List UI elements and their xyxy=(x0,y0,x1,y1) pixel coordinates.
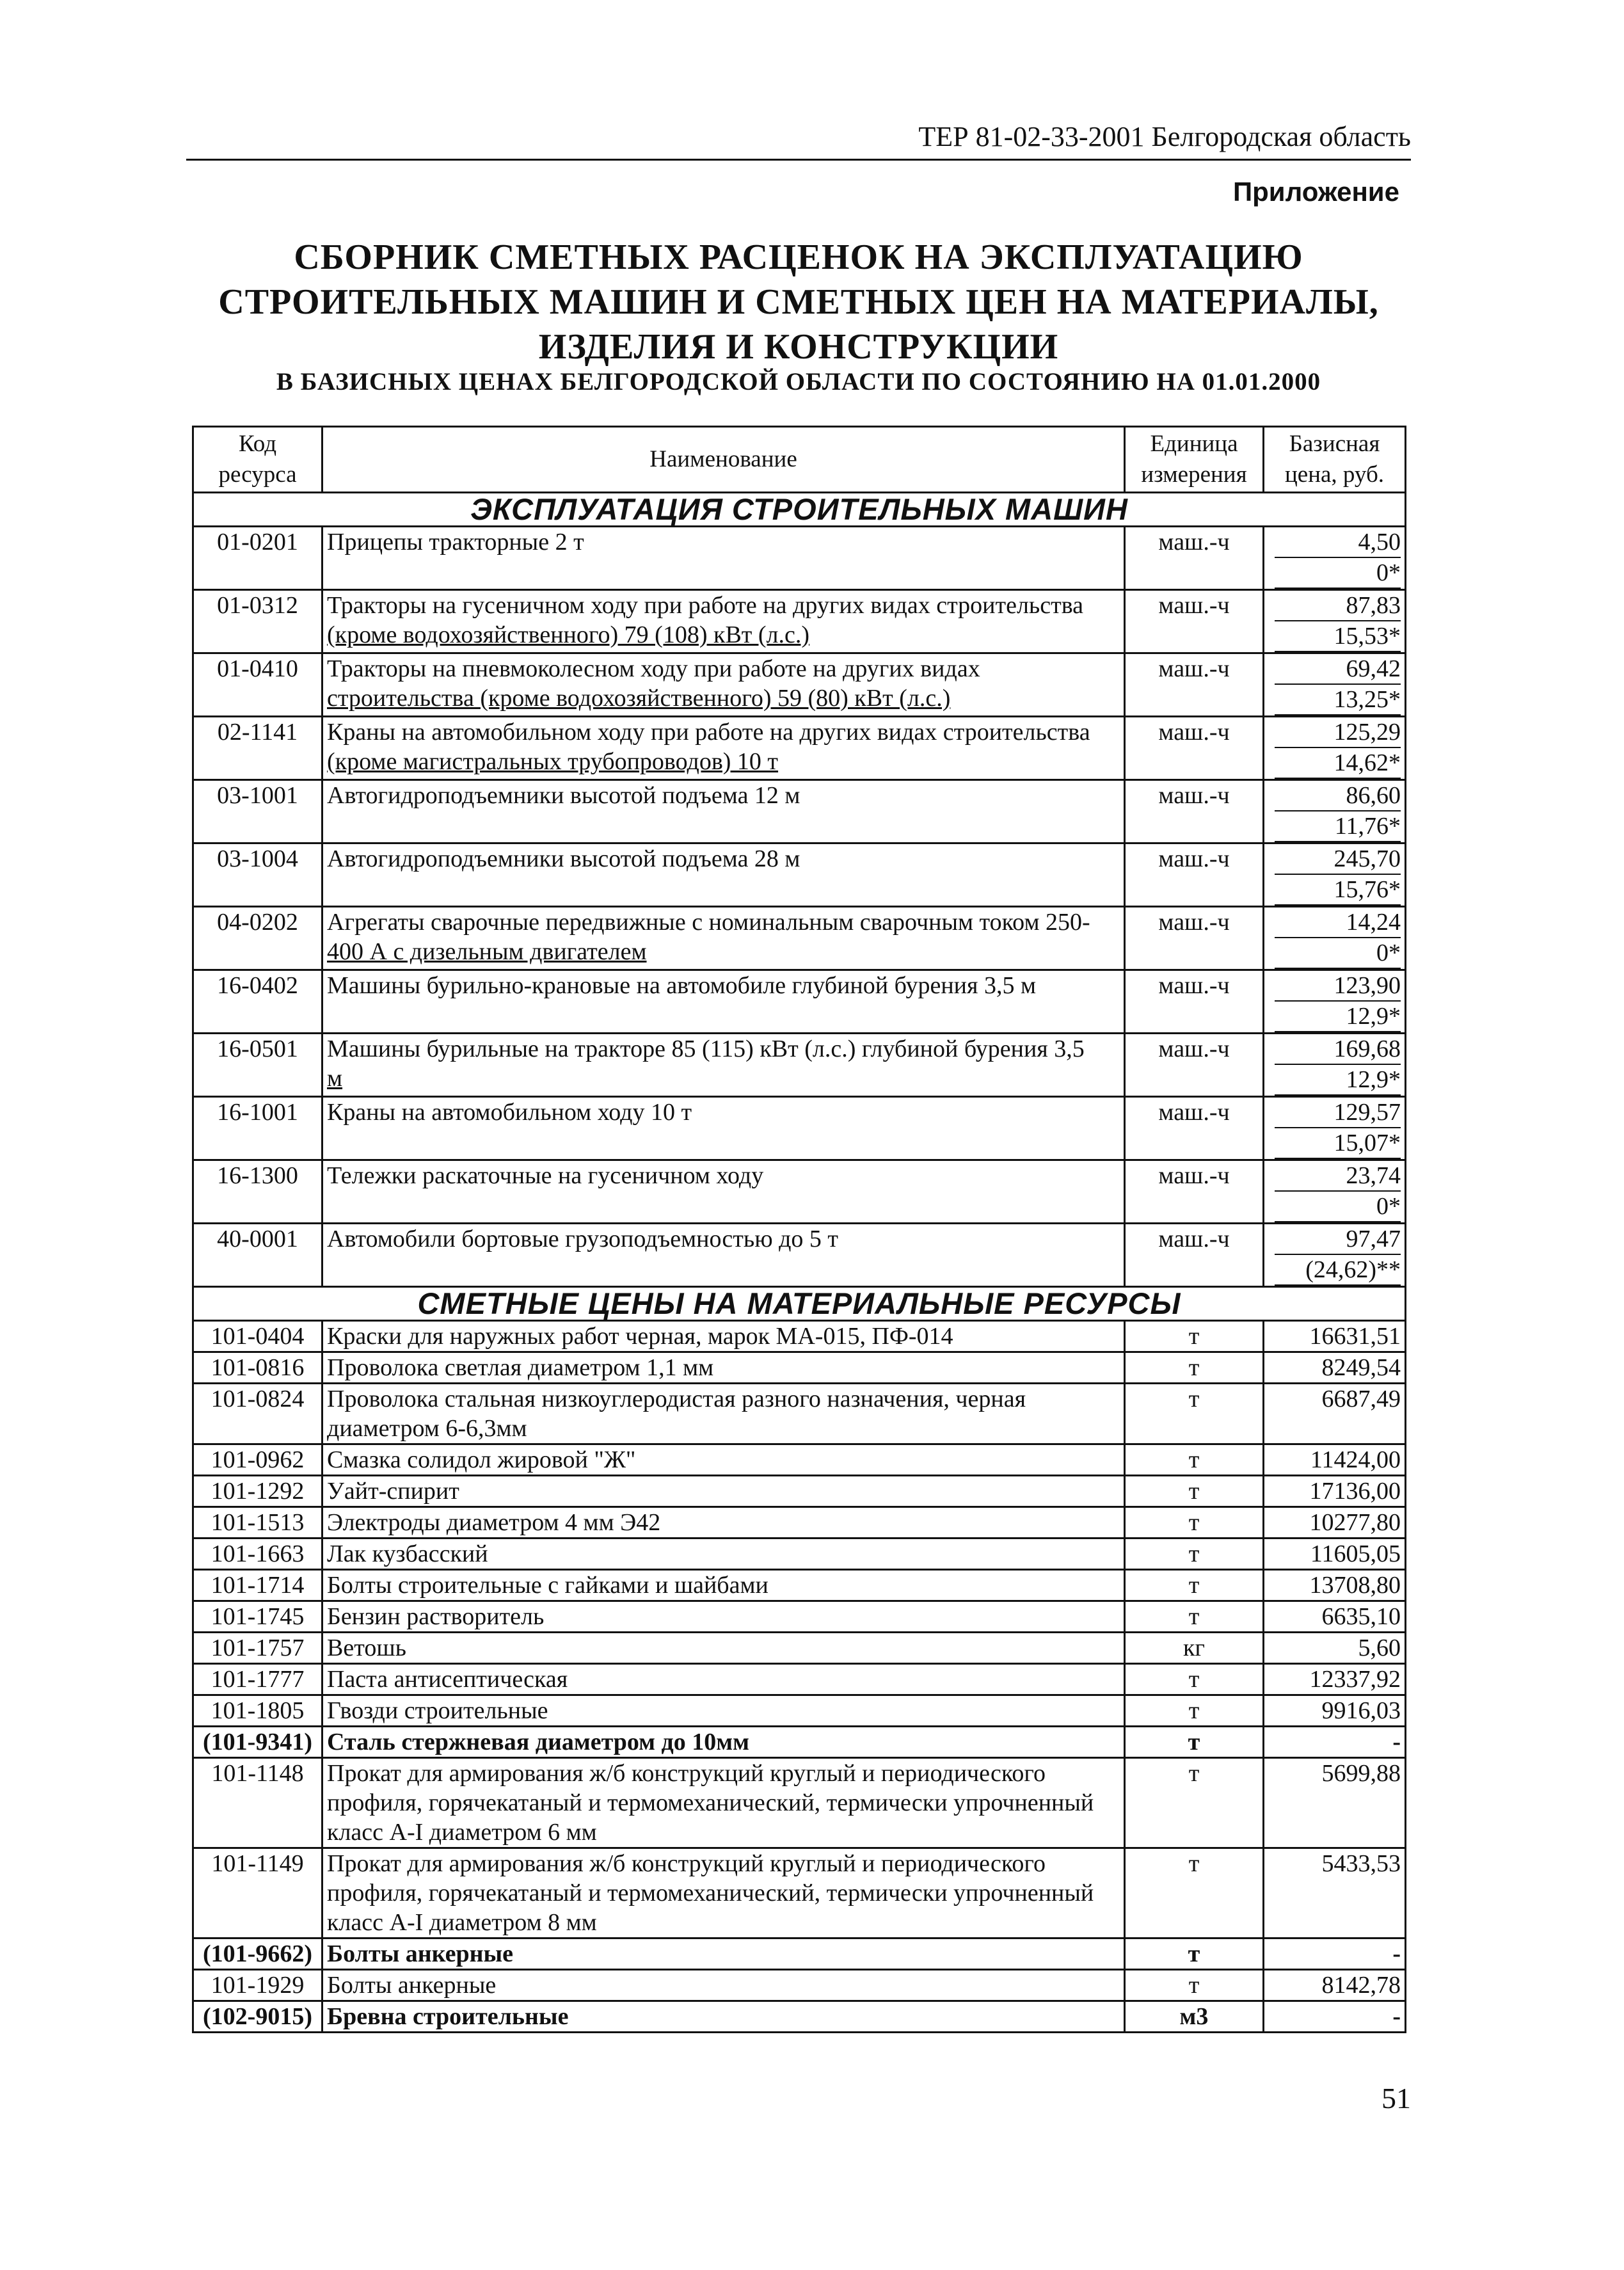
resource-unit: т xyxy=(1125,1570,1264,1601)
machine-price: 169,68 xyxy=(1275,1034,1401,1065)
resource-price: 11605,05 xyxy=(1264,1539,1406,1570)
resource-code: 03-1001 xyxy=(193,780,322,843)
resource-code: 101-1929 xyxy=(193,1970,322,2001)
table-row xyxy=(193,1938,1406,1970)
resource-code: 01-0410 xyxy=(193,653,322,717)
table-body xyxy=(193,493,1406,2033)
resource-name xyxy=(322,717,1125,780)
resource-name-line-1: Тракторы на гусеничном ходу при работе на других видах строительства xyxy=(327,592,1084,619)
resource-name: Проволока светлая диаметром 1,1 мм xyxy=(322,1352,1125,1384)
table-row xyxy=(193,527,1406,590)
resource-price: 12337,92 xyxy=(1264,1664,1406,1695)
table-row xyxy=(193,590,1406,653)
machine-wage: 12,9* xyxy=(1275,1002,1401,1032)
section-materials xyxy=(193,1287,1406,1321)
resource-code: 101-1149 xyxy=(193,1848,322,1938)
resource-name-line-2: (кроме магистральных трубопроводов) 10 т xyxy=(327,748,779,775)
resource-code: 101-1745 xyxy=(193,1601,322,1633)
resource-unit: т xyxy=(1125,1352,1264,1384)
resource-code: 101-1513 xyxy=(193,1507,322,1539)
machine-wage: 12,9* xyxy=(1275,1065,1401,1096)
machine-price: 14,24 xyxy=(1275,907,1401,938)
machine-price: 4,50 xyxy=(1275,527,1401,558)
table-row xyxy=(193,1097,1406,1160)
table-row xyxy=(193,1633,1406,1664)
machine-price: 97,47 xyxy=(1275,1224,1401,1255)
resource-name-line-1: Автомобили бортовые грузоподъемностью до 5 т xyxy=(327,1226,839,1252)
resource-name: Лак кузбасский xyxy=(322,1539,1125,1570)
resource-code: 03-1004 xyxy=(193,843,322,907)
machine-wage: 15,53* xyxy=(1275,621,1401,652)
resource-code: 101-1805 xyxy=(193,1695,322,1727)
resource-unit: т xyxy=(1125,1727,1264,1758)
resource-unit: т xyxy=(1125,1539,1264,1570)
header-rule xyxy=(186,159,1411,161)
table-header-row xyxy=(193,427,1406,493)
table-row xyxy=(193,1507,1406,1539)
resource-name-line-1: Прицепы тракторные 2 т xyxy=(327,529,584,556)
section-machines xyxy=(193,493,1406,527)
resource-name xyxy=(322,780,1125,843)
resource-name-line-2 xyxy=(327,557,1120,586)
machine-wage: (24,62)** xyxy=(1275,1255,1401,1286)
resource-unit: т xyxy=(1125,1938,1264,1970)
resource-price xyxy=(1264,843,1406,907)
resource-name: Прокат для армирования ж/б конструкций круглый и периодического профиля, горячекатаный и термомеханический, термически упрочненный класс А-I диаметром 6 мм xyxy=(322,1758,1125,1848)
resource-price xyxy=(1264,1097,1406,1160)
machine-price: 123,90 xyxy=(1275,971,1401,1002)
resource-name-line-1: Автогидроподъемники высотой подъема 28 м xyxy=(327,845,800,872)
resource-name: Уайт-спирит xyxy=(322,1476,1125,1507)
resource-name-line-2 xyxy=(327,874,1120,903)
resource-unit: маш.-ч xyxy=(1125,1034,1264,1097)
machine-price: 86,60 xyxy=(1275,781,1401,811)
resource-code: 101-1148 xyxy=(193,1758,322,1848)
resource-name xyxy=(322,843,1125,907)
resource-price: 11424,00 xyxy=(1264,1444,1406,1476)
resource-price: - xyxy=(1264,2001,1406,2033)
resource-price: 8249,54 xyxy=(1264,1352,1406,1384)
resource-name-line-1: Тележки раскаточные на гусеничном ходу xyxy=(327,1162,764,1189)
resource-name xyxy=(322,907,1125,970)
resource-code: 16-1300 xyxy=(193,1160,322,1224)
resource-name-line-1: Краны на автомобильном ходу 10 т xyxy=(327,1099,692,1126)
resource-price: 17136,00 xyxy=(1264,1476,1406,1507)
resource-name-line-2: строительства (кроме водохозяйственного) 59 (80) кВт (л.с.) xyxy=(327,685,951,712)
resource-code: 16-0402 xyxy=(193,970,322,1034)
resource-unit: т xyxy=(1125,1384,1264,1444)
resource-price xyxy=(1264,970,1406,1034)
table-row xyxy=(193,1444,1406,1476)
resource-code: 101-0824 xyxy=(193,1384,322,1444)
resource-price xyxy=(1264,590,1406,653)
resource-name: Болты строительные с гайками и шайбами xyxy=(322,1570,1125,1601)
resource-name-line-2 xyxy=(327,1254,1120,1283)
table-row xyxy=(193,1384,1406,1444)
resource-unit: маш.-ч xyxy=(1125,717,1264,780)
machine-wage: 0* xyxy=(1275,938,1401,969)
resource-price: 16631,51 xyxy=(1264,1321,1406,1352)
resource-code: 40-0001 xyxy=(193,1224,322,1287)
machine-price: 23,74 xyxy=(1275,1161,1401,1192)
resource-name-line-1: Агрегаты сварочные передвижные с номинальным сварочным током 250- xyxy=(327,909,1090,936)
header-code: Код ресурса xyxy=(193,427,322,493)
resource-name: Гвозди строительные xyxy=(322,1695,1125,1727)
table-row xyxy=(193,1224,1406,1287)
resource-code: 04-0202 xyxy=(193,907,322,970)
resource-code: 01-0312 xyxy=(193,590,322,653)
resource-unit: т xyxy=(1125,1664,1264,1695)
resource-name xyxy=(322,1034,1125,1097)
resource-code: (102-9015) xyxy=(193,2001,322,2033)
resource-code: 101-1663 xyxy=(193,1539,322,1570)
resource-name-line-2: (кроме водохозяйственного) 79 (108) кВт (л.с.) xyxy=(327,621,810,648)
machine-wage: 0* xyxy=(1275,1192,1401,1222)
resource-code: 16-1001 xyxy=(193,1097,322,1160)
appendix-label: Приложение xyxy=(1232,177,1399,207)
title-line-2: СТРОИТЕЛЬНЫХ МАШИН И СМЕТНЫХ ЦЕН НА МАТЕРИАЛЫ, xyxy=(218,282,1379,322)
resource-unit: маш.-ч xyxy=(1125,907,1264,970)
resource-unit: т xyxy=(1125,1476,1264,1507)
resource-name: Краски для наружных работ черная, марок МА-015, ПФ-014 xyxy=(322,1321,1125,1352)
resource-name-line-2 xyxy=(327,1190,1120,1220)
resource-name: Прокат для армирования ж/б конструкций круглый и периодического профиля, горячекатаный и термомеханический, термически упрочненный класс А-I диаметром 8 мм xyxy=(322,1848,1125,1938)
resource-name xyxy=(322,1224,1125,1287)
page-number: 51 xyxy=(1381,2082,1411,2114)
resource-code: 101-0404 xyxy=(193,1321,322,1352)
subtitle: В БАЗИСНЫХ ЦЕНАХ БЕЛГОРОДСКОЙ ОБЛАСТИ ПО СОСТОЯНИЮ НА 01.01.2000 xyxy=(276,368,1321,396)
resource-price xyxy=(1264,907,1406,970)
resource-name xyxy=(322,1160,1125,1224)
resource-price xyxy=(1264,1160,1406,1224)
resource-name-line-2: м xyxy=(327,1065,343,1092)
resource-price: 13708,80 xyxy=(1264,1570,1406,1601)
resource-unit: маш.-ч xyxy=(1125,780,1264,843)
table-row xyxy=(193,1034,1406,1097)
resource-name-line-1: Машины бурильно-крановые на автомобиле глубиной бурения 3,5 м xyxy=(327,972,1037,999)
resource-unit: т xyxy=(1125,1695,1264,1727)
resource-unit: маш.-ч xyxy=(1125,1160,1264,1224)
machine-wage: 0* xyxy=(1275,558,1401,589)
resource-unit: т xyxy=(1125,1758,1264,1848)
resource-name-line-2 xyxy=(327,810,1120,840)
machine-price: 245,70 xyxy=(1275,844,1401,875)
machine-wage: 13,25* xyxy=(1275,685,1401,715)
resource-price: 5,60 xyxy=(1264,1633,1406,1664)
machine-price: 129,57 xyxy=(1275,1098,1401,1128)
resource-code: 101-1292 xyxy=(193,1476,322,1507)
resource-code: (101-9341) xyxy=(193,1727,322,1758)
resource-name: Болты анкерные xyxy=(322,1938,1125,1970)
resource-name xyxy=(322,653,1125,717)
section-materials-title: СМЕТНЫЕ ЦЕНЫ НА МАТЕРИАЛЬНЫЕ РЕСУРСЫ xyxy=(193,1287,1406,1321)
table-row xyxy=(193,907,1406,970)
table-row xyxy=(193,653,1406,717)
resource-unit: маш.-ч xyxy=(1125,653,1264,717)
table-row xyxy=(193,1695,1406,1727)
resource-name-line-2 xyxy=(327,1127,1120,1156)
table-row xyxy=(193,1321,1406,1352)
table-row xyxy=(193,717,1406,780)
resource-price: - xyxy=(1264,1938,1406,1970)
resource-code: 101-1714 xyxy=(193,1570,322,1601)
table-row xyxy=(193,1476,1406,1507)
resource-price xyxy=(1264,527,1406,590)
document-reference: ТЕР 81-02-33-2001 Белгородская область xyxy=(918,121,1411,152)
resource-price: 8142,78 xyxy=(1264,1970,1406,2001)
table-row xyxy=(193,1160,1406,1224)
resource-unit: т xyxy=(1125,1601,1264,1633)
resource-name-line-2 xyxy=(327,1000,1120,1030)
section-machines-title: ЭКСПЛУАТАЦИЯ СТРОИТЕЛЬНЫХ МАШИН xyxy=(193,493,1406,527)
resource-name-line-1: Автогидроподъемники высотой подъема 12 м xyxy=(327,782,800,809)
table-row xyxy=(193,970,1406,1034)
resource-unit: м3 xyxy=(1125,2001,1264,2033)
resource-unit: т xyxy=(1125,1970,1264,2001)
resource-unit: т xyxy=(1125,1848,1264,1938)
resource-name: Бревна строительные xyxy=(322,2001,1125,2033)
resource-price: 5699,88 xyxy=(1264,1758,1406,1848)
resource-code: 101-0816 xyxy=(193,1352,322,1384)
table-row xyxy=(193,780,1406,843)
resource-price xyxy=(1264,1034,1406,1097)
machine-price: 87,83 xyxy=(1275,591,1401,621)
table-row xyxy=(193,843,1406,907)
resource-price: 5433,53 xyxy=(1264,1848,1406,1938)
table-row xyxy=(193,1601,1406,1633)
table-row xyxy=(193,1664,1406,1695)
resource-name: Ветошь xyxy=(322,1633,1125,1664)
resource-price: 10277,80 xyxy=(1264,1507,1406,1539)
resource-name xyxy=(322,1097,1125,1160)
resource-name: Проволока стальная низкоуглеродистая разного назначения, черная диаметром 6-6,3мм xyxy=(322,1384,1125,1444)
resource-name: Электроды диаметром 4 мм Э42 xyxy=(322,1507,1125,1539)
table-row xyxy=(193,1570,1406,1601)
resource-name: Паста антисептическая xyxy=(322,1664,1125,1695)
resource-unit: кг xyxy=(1125,1633,1264,1664)
table-row xyxy=(193,1352,1406,1384)
resource-unit: маш.-ч xyxy=(1125,970,1264,1034)
resource-price xyxy=(1264,717,1406,780)
resource-price xyxy=(1264,780,1406,843)
machine-wage: 14,62* xyxy=(1275,748,1401,779)
resource-name-line-1: Тракторы на пневмоколесном ходу при работе на других видах xyxy=(327,655,980,682)
price-table xyxy=(192,426,1406,2033)
title-line-1: СБОРНИК СМЕТНЫХ РАСЦЕНОК НА ЭКСПЛУАТАЦИЮ xyxy=(294,237,1303,277)
resource-name: Бензин растворитель xyxy=(322,1601,1125,1633)
machine-wage: 11,76* xyxy=(1275,811,1401,842)
resource-code: (101-9662) xyxy=(193,1938,322,1970)
resource-unit: маш.-ч xyxy=(1125,527,1264,590)
resource-code: 101-1777 xyxy=(193,1664,322,1695)
resource-unit: маш.-ч xyxy=(1125,1224,1264,1287)
resource-code: 16-0501 xyxy=(193,1034,322,1097)
resource-code: 02-1141 xyxy=(193,717,322,780)
resource-price xyxy=(1264,653,1406,717)
resource-name: Сталь стержневая диаметром до 10мм xyxy=(322,1727,1125,1758)
resource-code: 101-1757 xyxy=(193,1633,322,1664)
title-line-3: ИЗДЕЛИЯ И КОНСТРУКЦИИ xyxy=(538,327,1059,367)
table-row xyxy=(193,1758,1406,1848)
resource-name xyxy=(322,590,1125,653)
table-row xyxy=(193,1727,1406,1758)
resource-code: 01-0201 xyxy=(193,527,322,590)
resource-unit: маш.-ч xyxy=(1125,843,1264,907)
machine-wage: 15,76* xyxy=(1275,875,1401,906)
resource-price xyxy=(1264,1224,1406,1287)
header-unit: Единица измерения xyxy=(1125,427,1264,493)
machine-price: 69,42 xyxy=(1275,654,1401,685)
resource-unit: т xyxy=(1125,1507,1264,1539)
table-row xyxy=(193,1848,1406,1938)
resource-name: Болты анкерные xyxy=(322,1970,1125,2001)
resource-price: 6687,49 xyxy=(1264,1384,1406,1444)
header-name: Наименование xyxy=(322,427,1125,493)
resource-unit: маш.-ч xyxy=(1125,590,1264,653)
table-row xyxy=(193,1539,1406,1570)
table-row xyxy=(193,2001,1406,2033)
resource-name: Смазка солидол жировой "Ж" xyxy=(322,1444,1125,1476)
resource-unit: маш.-ч xyxy=(1125,1097,1264,1160)
resource-price: - xyxy=(1264,1727,1406,1758)
header-price: Базисная цена, руб. xyxy=(1264,427,1406,493)
resource-name xyxy=(322,527,1125,590)
resource-price: 6635,10 xyxy=(1264,1601,1406,1633)
resource-unit: т xyxy=(1125,1321,1264,1352)
resource-price: 9916,03 xyxy=(1264,1695,1406,1727)
resource-name-line-1: Машины бурильные на тракторе 85 (115) кВт (л.с.) глубиной бурения 3,5 xyxy=(327,1035,1085,1062)
table-row xyxy=(193,1970,1406,2001)
resource-unit: т xyxy=(1125,1444,1264,1476)
resource-name-line-1: Краны на автомобильном ходу при работе на других видах строительства xyxy=(327,719,1090,746)
machine-wage: 15,07* xyxy=(1275,1128,1401,1159)
machine-price: 125,29 xyxy=(1275,717,1401,748)
resource-name-line-2: 400 А с дизельным двигателем xyxy=(327,938,647,965)
resource-code: 101-0962 xyxy=(193,1444,322,1476)
resource-name xyxy=(322,970,1125,1034)
